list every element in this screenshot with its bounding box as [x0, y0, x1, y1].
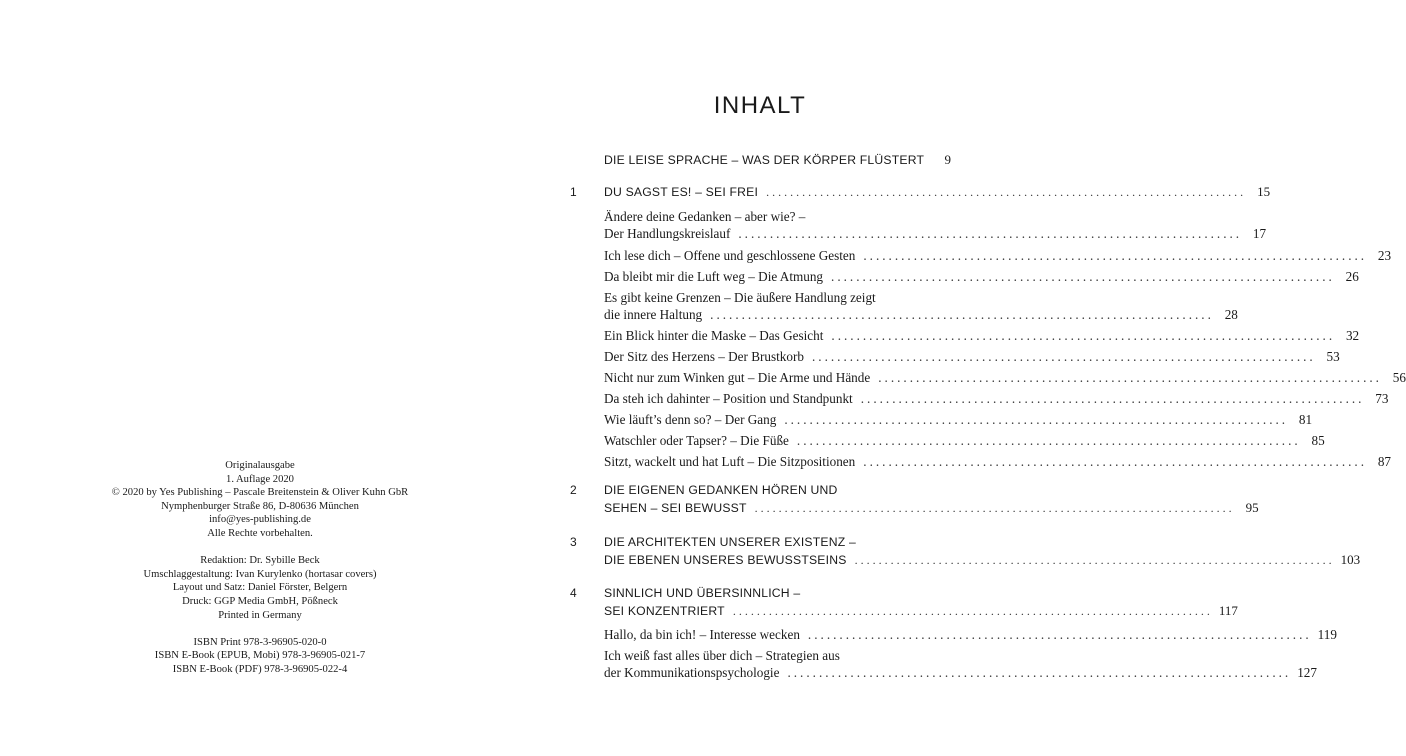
- toc-entry-lastline: [604, 499, 1259, 517]
- toc-chapter-entry: [570, 481, 1259, 517]
- toc-entry-lastline: [604, 602, 1238, 620]
- imprint-line: Redaktion: Dr. Sybille Beck: [200, 555, 320, 567]
- toc-section-entry: [604, 369, 1406, 386]
- toc-entry-text: DU SAGST ES! – SEI FREI: [604, 185, 759, 199]
- page-number: 56: [1392, 370, 1406, 385]
- toc-entry-lastline: [604, 327, 1360, 344]
- toc-entry-text: Ich lese dich – Offene und geschlossene Gesten: [604, 248, 856, 263]
- page-number: 26: [1345, 269, 1359, 284]
- toc-chapter-entry: [570, 183, 1271, 201]
- imprint-line: Umschlaggestaltung: Ivan Kurylenko (hortasar covers): [143, 568, 377, 580]
- dot-leader: ................................................................................: [738, 226, 1243, 241]
- toc-chapter-entry: [570, 584, 1238, 620]
- toc-entry-text: die innere Haltung: [604, 307, 703, 322]
- toc-entry-text: SEI KONZENTRIERT: [604, 604, 725, 618]
- dot-leader: ................................................................................: [811, 349, 1316, 364]
- dot-leader: ................................................................................: [860, 391, 1365, 406]
- imprint-line: ISBN Print 978-3-96905-020-0: [193, 636, 327, 648]
- toc-entry-text: Ich weiß fast alles über dich – Strategien aus: [604, 648, 840, 663]
- toc-entry-text: der Kommunikationspsychologie: [604, 665, 780, 680]
- dot-leader: ................................................................................: [854, 553, 1335, 567]
- page-number: 32: [1345, 328, 1360, 343]
- chapter-number: 2: [570, 483, 577, 497]
- toc-section-entry: [604, 626, 1337, 643]
- toc-section-entry: [604, 289, 1238, 323]
- dot-leader: ................................................................................: [766, 185, 1247, 199]
- dot-leader: ................................................................................: [784, 412, 1289, 427]
- toc-entry-lastline: [604, 268, 1359, 285]
- page-number: 119: [1317, 627, 1337, 642]
- page-number: 53: [1326, 349, 1340, 364]
- page-number: 23: [1377, 248, 1392, 263]
- page-number: 15: [1257, 184, 1271, 199]
- dot-leader: ................................................................................: [863, 454, 1368, 469]
- toc-section-entry: [604, 390, 1389, 407]
- toc-entry-text: DIE EBENEN UNSERES BEWUSSTSEINS: [604, 553, 847, 567]
- dot-leader: ................................................................................: [754, 501, 1235, 515]
- page-number: 9: [944, 152, 951, 167]
- imprint-line: ISBN E-Book (PDF) 978-3-96905-022-4: [172, 663, 348, 675]
- dot-leader: ................................................................................: [878, 370, 1382, 385]
- imprint-line: Printed in Germany: [218, 609, 302, 621]
- dot-leader: ................................................................................: [831, 269, 1335, 284]
- dot-leader: ................................................................................: [807, 627, 1312, 642]
- imprint-line: 1. Auflage 2020: [226, 473, 294, 485]
- toc-section-entry: [604, 432, 1325, 449]
- toc-entry-lastline: [604, 626, 1337, 643]
- toc-entry-text: Da steh ich dahinter – Position und Standpunkt: [604, 391, 853, 406]
- imprint-line: Originalausgabe: [225, 460, 295, 471]
- toc-entry-lastline: [604, 390, 1389, 407]
- toc-section-entry: [604, 453, 1392, 470]
- toc-section-entry: [604, 411, 1313, 428]
- chapter-number: 3: [570, 535, 577, 549]
- imprint-line: Alle Rechte vorbehalten.: [207, 527, 313, 539]
- toc-entry-lastline: [604, 369, 1406, 386]
- imprint-line: Druck: GGP Media GmbH, Pößneck: [182, 595, 338, 607]
- toc-entry-text: Der Sitz des Herzens – Der Brustkorb: [604, 349, 804, 364]
- imprint-block: [100, 459, 420, 677]
- toc-entry-text: DIE LEISE SPRACHE – WAS DER KÖRPER FLÜSTERT: [604, 153, 925, 167]
- toc-entry-text: Sitzt, wackelt und hat Luft – Die Sitzpositionen: [604, 454, 856, 469]
- toc-entry-text: Wie läuft’s denn so? – Der Gang: [604, 412, 777, 427]
- page-number: 85: [1311, 433, 1325, 448]
- toc-entry-lastline: [604, 306, 1238, 323]
- toc-chapter-entry: [570, 533, 1361, 569]
- imprint-line: Layout und Satz: Daniel Förster, Belgern: [172, 582, 348, 594]
- dot-leader: ................................................................................: [787, 665, 1292, 680]
- toc-entry-lastline: [604, 225, 1267, 242]
- toc-entry-text: Es gibt keine Grenzen – Die äußere Handlung zeigt: [604, 290, 876, 305]
- toc-section-entry: [604, 268, 1359, 285]
- dot-leader: ................................................................................: [732, 604, 1213, 618]
- page-number: 28: [1224, 307, 1238, 322]
- toc-entry-lastline: [604, 551, 1361, 569]
- dot-leader: ................................................................................: [710, 307, 1214, 322]
- chapter-number: 1: [570, 185, 577, 199]
- page-number: 103: [1340, 552, 1361, 567]
- toc-section-entry: [604, 647, 1317, 681]
- toc-section-entry: [604, 327, 1360, 344]
- toc-entry-lastline: [604, 664, 1317, 681]
- toc-entry-text: Ändere deine Gedanken – aber wie? –: [604, 209, 806, 224]
- toc-entry-lastline: [604, 247, 1392, 264]
- page-number: 127: [1297, 665, 1317, 680]
- toc-entry-lastline: [604, 151, 951, 169]
- dot-leader: ................................................................................: [863, 248, 1368, 263]
- toc-entry-text: SINNLICH UND ÜBERSINNLICH –: [604, 586, 801, 600]
- imprint-line: Nymphenburger Straße 86, D-80636 München: [161, 500, 359, 512]
- toc-entry-text: DIE ARCHITEKTEN UNSERER EXISTENZ –: [604, 535, 856, 549]
- toc-entry-lastline: [604, 348, 1340, 365]
- toc-entry-text: Ein Blick hinter die Maske – Das Gesicht: [604, 328, 824, 343]
- toc-entry-text: Watschler oder Tapser? – Die Füße: [604, 433, 789, 448]
- chapter-number: 4: [570, 586, 577, 600]
- page-number: 95: [1245, 500, 1259, 515]
- page-number: 73: [1375, 391, 1389, 406]
- toc-entry-text: Der Handlungskreislauf: [604, 226, 731, 241]
- toc-section-entry: [604, 208, 1267, 242]
- dot-leader: ................................................................................: [796, 433, 1301, 448]
- toc-entry-text: DIE EIGENEN GEDANKEN HÖREN UND: [604, 483, 838, 497]
- page-number: 117: [1218, 603, 1238, 618]
- toc-section-entry: [604, 348, 1340, 365]
- toc-entry-lastline: [604, 183, 1271, 201]
- toc-entry-lastline: [604, 432, 1325, 449]
- toc-section-entry: [604, 247, 1392, 264]
- toc-entry-lastline: [604, 411, 1313, 428]
- toc-entry-text: SEHEN – SEI BEWUSST: [604, 501, 747, 515]
- page-number: 17: [1252, 226, 1267, 241]
- toc-title: INHALT: [713, 92, 807, 119]
- imprint-line: ISBN E-Book (EPUB, Mobi) 978-3-96905-021-7: [154, 650, 366, 662]
- toc-entry-text: Nicht nur zum Winken gut – Die Arme und Hände: [604, 370, 871, 385]
- toc-entry-lastline: [604, 453, 1392, 470]
- page-number: 87: [1377, 454, 1392, 469]
- page-number: 81: [1298, 412, 1313, 427]
- toc-chapter-entry: [604, 151, 951, 169]
- imprint-line: info@yes-publishing.de: [209, 514, 311, 526]
- toc-entry-text: Da bleibt mir die Luft weg – Die Atmung: [604, 269, 824, 284]
- dot-leader: ................................................................................: [831, 328, 1336, 343]
- imprint-line: © 2020 by Yes Publishing – Pascale Breitenstein & Oliver Kuhn GbR: [111, 487, 409, 499]
- toc-entry-text: Hallo, da bin ich! – Interesse wecken: [604, 627, 800, 642]
